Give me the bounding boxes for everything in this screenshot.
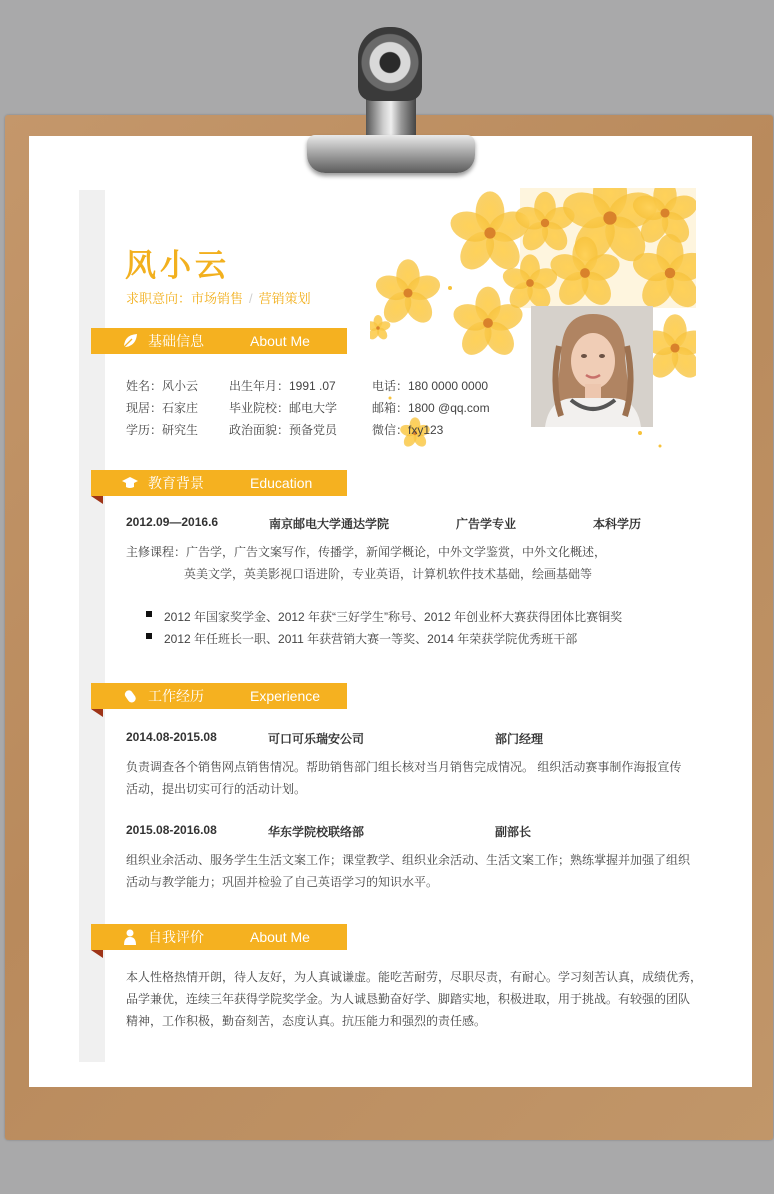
edu-school: 南京邮电大学通达学院 <box>269 517 390 531</box>
edu-courses-line1: 主修课程：广告学，广告文案写作，传播学，新闻学概论，中外文学鉴赏，中外文化概述， <box>126 545 607 559</box>
info-wechat: 微信：fxy123 <box>372 423 444 437</box>
section-header-self <box>91 924 347 950</box>
job-objective <box>126 288 311 307</box>
section-title-cn: 自我评价 <box>148 929 204 945</box>
exp-desc-line1: 组织业余活动、服务学生生活文案工作；课堂教学、组织业余活动、生活文案工作；熟练掌握并加强了组织 <box>126 853 691 867</box>
section-title-cn: 基础信息 <box>148 333 204 349</box>
section-title-cn: 工作经历 <box>148 688 204 704</box>
section-title-cn: 教育背景 <box>148 475 204 491</box>
info-school: 毕业院校：邮电大学 <box>229 401 338 415</box>
info-birth: 出生年月：1991 .07 <box>229 379 336 393</box>
exp-desc-line2: 活动与教学能力；巩固并检验了自己英语学习的知识水平。 <box>126 875 439 889</box>
self-eval-line2: 品学兼优，连续三年获得学院奖学金。为人诚恳勤奋好学、脚踏实地，积极进取，用于挑战。有较强的团队 <box>126 992 691 1006</box>
section-title-en: Experience <box>250 688 321 704</box>
graduation-cap-icon <box>121 474 139 492</box>
exp-role: 副部长 <box>495 825 532 839</box>
exp-desc-line1: 负责调查各个销售网点销售情况。帮助销售部门组长核对当月销售完成情况。 组织活动赛事制作海报宣传 <box>126 760 682 774</box>
objective-label: 求职意向：市场销售 <box>126 291 244 306</box>
leaf-icon <box>121 332 139 350</box>
edu-degree: 本科学历 <box>593 517 642 531</box>
info-residence: 现居：石家庄 <box>126 401 199 415</box>
profile-photo <box>531 306 653 427</box>
self-eval-line1: 本人性格热情开朗，待人友好，为人真诚谦虚。能吃苦耐劳，尽职尽责，有耐心。学习刻苦认真，成绩优秀， <box>126 970 703 984</box>
info-name: 姓名：风小云 <box>126 379 199 393</box>
info-politics: 政治面貌：预备党员 <box>229 423 338 437</box>
bullet-marker <box>146 633 152 639</box>
exp-period: 2014.08-2015.08 <box>126 730 217 744</box>
objective-extra: 营销策划 <box>258 291 311 306</box>
section-title-en: Education <box>250 475 313 491</box>
info-degree: 学历：研究生 <box>126 423 199 437</box>
section-header-basic <box>91 328 347 354</box>
exp-role: 部门经理 <box>495 732 544 746</box>
binder-clip <box>307 135 475 173</box>
bullet-marker <box>146 611 152 617</box>
exp-company: 可口可乐瑞安公司 <box>268 732 365 746</box>
edu-courses-line2: 英美文学，英美影视口语进阶，专业英语，计算机软件技术基础，绘画基础等 <box>184 567 593 581</box>
section-header-experience <box>91 683 347 709</box>
self-eval-line3: 精神，工作积极，勤奋刻苦，态度认真。抗压能力和强烈的责任感。 <box>126 1014 487 1028</box>
edu-major: 广告学专业 <box>456 517 517 531</box>
candidate-name: 风小云 <box>125 248 230 283</box>
ribbon-fold <box>91 950 103 958</box>
exp-desc-line2: 活动，提出切实可行的活动计划。 <box>126 782 307 796</box>
exp-company: 华东学院校联络部 <box>268 825 365 839</box>
award-item: 2012 年任班长一职、2011 年获营销大赛一等奖、2014 年荣获学院优秀班干部 <box>164 632 578 646</box>
portrait-image <box>531 306 653 427</box>
exp-period: 2015.08-2016.08 <box>126 823 217 837</box>
section-title-en: About Me <box>250 929 310 945</box>
edu-period: 2012.09—2016.6 <box>126 515 219 529</box>
section-header-education <box>91 470 347 496</box>
objective-separator: / <box>249 291 253 306</box>
person-icon <box>121 928 139 946</box>
clip-ring <box>358 27 422 101</box>
info-email: 邮箱：1800 @qq.com <box>372 401 490 415</box>
section-title-en: About Me <box>250 333 310 349</box>
info-phone: 电话：180 0000 0000 <box>372 379 489 393</box>
award-item: 2012 年国家奖学金、2012 年获“三好学生”称号、2012 年创业杯大赛获得团体比赛铜奖 <box>164 610 623 624</box>
ribbon-fold <box>91 709 103 717</box>
ribbon-fold <box>91 496 103 504</box>
mouse-icon <box>121 687 139 705</box>
